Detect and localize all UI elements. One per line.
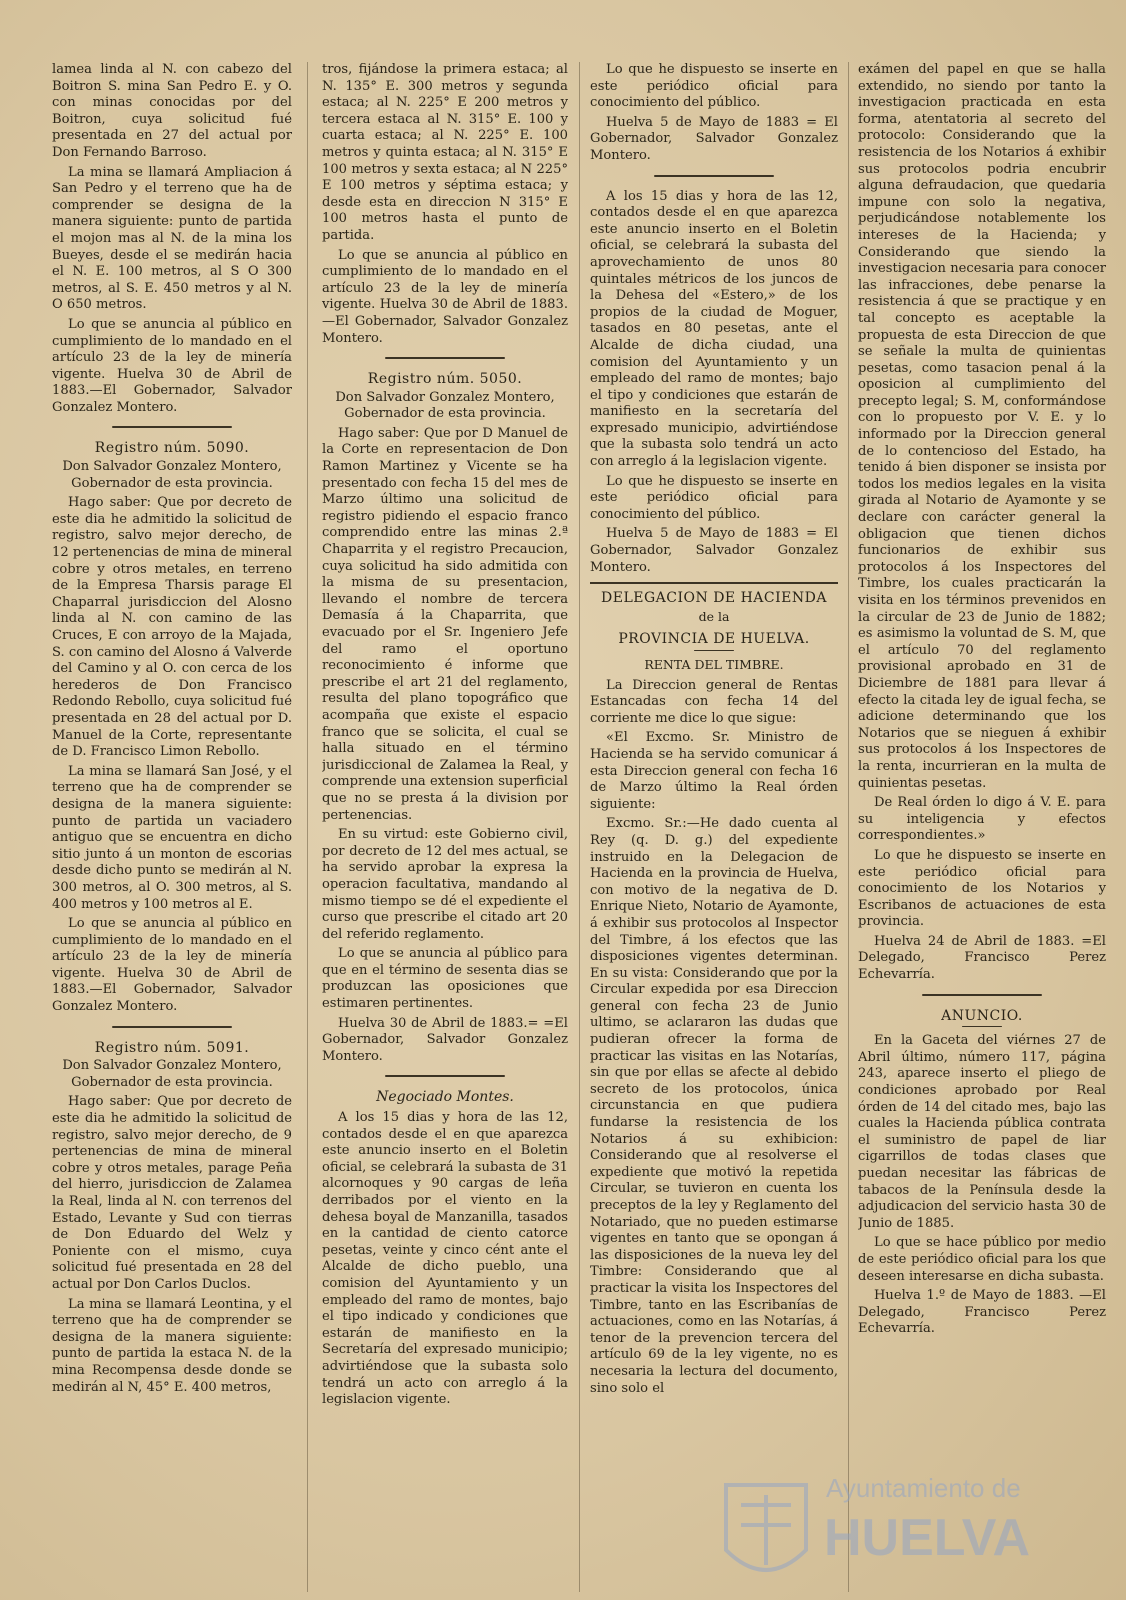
paragraph: Lo que he dispuesto se inserte en este periódico oficial para conocimiento del público. (590, 473, 838, 522)
paragraph: Lo que se anuncia al público en cumplimiento de lo mandado en el artículo 23 de la ley de minería vigente. Huelva 30 de Abril de 1883.—El Gobernador, Salvador Gonzalez Montero. (52, 916, 292, 1015)
paragraph: Lo que he dispuesto se inserte en este periódico oficial para conocimiento del público. (590, 62, 838, 111)
separator-rule (112, 426, 232, 428)
section-header: Don Salvador Gonzalez Montero, Gobernador de esta provincia. (335, 389, 555, 422)
section-subtitle: de la (698, 608, 730, 624)
column-divider (848, 62, 849, 1592)
watermark-line2: HUELVA (824, 1509, 1031, 1567)
paragraph: Huelva 1.º de Mayo de 1883. —El Delegado, Francisco Perez Echevarría. (858, 1288, 1106, 1337)
paragraph: De Real órden lo digo á V. E. para su inteligencia y efectos correspondientes.» (858, 795, 1106, 844)
paragraph: La mina se llamará San José, y el terreno que ha de comprender se designa de la manera siguiente: punto de partida un vaciadero antiguo que se encuentra en dicho sitio junto á un monton de escorias desde dicho punto se medirán al N. 300 metros, al O. 300 metros, al S. 400 metros y 100 metros al E. (52, 763, 292, 912)
paragraph: La mina se llamará Leontina, y el terreno que ha de comprender se designa de la manera siguiente: punto de partida la estaca N. de la mina Recompensa desde donde se medirán al N, 45° E. 400 metros, (52, 1296, 292, 1395)
section-divider (590, 582, 838, 584)
section-header: Don Salvador Gonzalez Montero, Gobernador de esta provincia. (62, 1058, 282, 1090)
paragraph: «El Excmo. Sr. Ministro de Hacienda se ha servido comunicar á esta Direccion general con fecha 16 de Marzo último la Real órden siguiente: (590, 730, 838, 812)
separator-rule (962, 1026, 1002, 1027)
shield-icon (726, 1485, 806, 1570)
separator-rule (112, 1026, 232, 1028)
section-title: Registro núm. 5050. (367, 371, 523, 388)
section-title: Registro núm. 5091. (94, 1039, 250, 1056)
column-divider (579, 62, 580, 1592)
ayuntamiento-huelva-watermark (716, 1455, 1096, 1595)
paragraph: Lo que se anuncia al público en cumplimiento de lo mandado en el artículo 23 de la ley de minería vigente. Huelva 30 de Abril de 1883.—El Gobernador, Salvador Gonzalez Montero. (322, 247, 568, 346)
column-2 (322, 62, 568, 1592)
column-divider (307, 62, 308, 1592)
section-title: ANUNCIO. (941, 1007, 1023, 1024)
separator-rule (654, 175, 774, 177)
separator-rule (385, 1075, 505, 1077)
column-3 (590, 62, 838, 1592)
watermark-line1: Ayuntamiento de (826, 1473, 1021, 1503)
paragraph: Excmo. Sr.:—He dado cuenta al Rey (q. D. g.) del expediente instruido en la Delegacion de Hacienda en la provincia de Huelva, con motivo de la negativa de D. Enrique Nieto, Notario de Ayamonte, á exhibir sus protocolos al Inspector del Timbre, á los efectos que las disposiciones vigentes determinan. En su vista: Considerando que por la Circular expedida por esa Direccion general con fecha 23 de Junio ultimo, se aclararon las dudas que pudieran ofrecer la forma de practicar las visitas en las Notarías, sin que por ellas se afecte al debido secreto de los protocolos, única circunstancia en que pudiera fundarse la resistencia de los Notarios á su exhibicion: Considerando que al resolverse el expediente que motivó la repetida Circular, se tuvieron en cuenta los preceptos de la ley y Reglamento del Notariado, que no pueden estimarse vigentes en tanto que se opongan á las disposiciones de la nueva ley del Timbre: Considerando que al practicar la visita los Inspectores del Timbre, tanto en las Escribanías de actuaciones, como en las Notarías, á tenor de la prevencion tercera del artículo 69 de la ley vigente, no es necesaria la lectura del documento, sino solo el (590, 816, 838, 1396)
section-header: Don Salvador Gonzalez Montero, Gobernador de esta provincia. (62, 459, 282, 491)
paragraph: Huelva 5 de Mayo de 1883 = El Gobernador, Salvador Gonzalez Montero. (590, 526, 838, 575)
paragraph: lamea linda al N. con cabezo del Boitron S. mina San Pedro E. y O. con minas conocidas por del Boitron, cuya solicitud fué presentada en 27 del actual por Don Fernando Barroso. (52, 62, 292, 160)
paragraph: La mina se llamará Ampliacion á San Pedro y el terreno que ha de comprender se designa de la manera siguiente: punto de partida el mojon mas al N. de la mina los Bueyes, desde el se medirán hacia el N. E. 100 metros, al S O 300 metros, al S. E. 450 metros y al N. O 650 metros. (52, 164, 292, 313)
paragraph: En la Gaceta del viérnes 27 de Abril último, número 117, página 243, aparece inserto el pliego de condiciones aprobado por Real órden de 14 del citado mes, bajo las cuales la Hacienda pública contrata el suministro de papel de liar cigarrillos de todas clases que puedan necesitar las fábricas de tabacos de la Península desde la adjudicacion del servicio hasta 30 de Junio de 1885. (858, 1033, 1106, 1231)
paragraph: La Direccion general de Rentas Estancadas con fecha 14 del corriente me dice lo que sigue: (590, 677, 838, 726)
paragraph: tros, fijándose la primera estaca; al N. 135° E. 300 metros y segunda estaca; al N. 225° E 200 metros y tercera estaca al N. 315° E. 100 y cuarta estaca; al N. 225° E. 100 metros y quinta estaca; al N. 315° E 100 metros y sexta estaca; al N 225° E 100 metros y séptima estaca; y desde esta en direccion N 315° E 100 metros hasta el punto de partida. (322, 62, 568, 243)
paragraph: Lo que se anuncia al público para que en el término de sesenta dias se produzcan las oposiciones que estimaren pertinentes. (322, 946, 568, 1012)
section-title: DELEGACION DE HACIENDA (601, 590, 827, 607)
paragraph: Hago saber: Que por D Manuel de la Corte en representacion de Don Ramon Martinez y Vicente se ha presentado con fecha 15 del mes de Marzo último una solicitud de registro pidiendo el espacio franco comprendido entre las minas 2.ª Chaparrita y el registro Precaucion, cuya solicitud ha sido admitida con la misma de su presentacion, llevando el nombre de tercera Demasía á la Chaparrita, que evacuado por el Sr. Ingeniero Jefe del ramo el oportuno reconocimiento é informe que prescribe el art 21 del reglamento, resulta del plano topográfico que acompaña que existe el espacio franco que se solicita, el cual se halla situado en el término jurisdiccional de Zalamea la Real, y comprende una extension superficial que no se presta á la division por pertenencias. (322, 425, 568, 823)
paragraph: Lo que se anuncia al público en cumplimiento de lo mandado en el artículo 23 de la ley de minería vigente. Huelva 30 de Abril de 1883.—El Gobernador, Salvador Gonzalez Montero. (52, 316, 292, 415)
paragraph: Lo que he dispuesto se inserte en este periódico oficial para conocimiento de los Notarios y Escribanos de actuaciones de esta provincia. (858, 847, 1106, 930)
section-title: Registro núm. 5090. (94, 440, 250, 457)
separator-rule (922, 994, 1042, 996)
paragraph: Hago saber: Que por decreto de este dia he admitido la solicitud de registro, salvo mejor derecho, de 9 pertenencias de mina de mineral cobre y otros metales, parage Peña del hierro, jurisdiccion de Zalamea la Real, linda al N. con terrenos del Estado, Levante y Sud con tierras de Don Eduardo del Welz y Poniente con el mismo, cuya solicitud fué presentada en 28 del actual por Don Carlos Duclos. (52, 1094, 292, 1292)
section-subtitle: RENTA DEL TIMBRE. (644, 657, 784, 672)
separator-rule (694, 650, 734, 651)
paragraph: exámen del papel en que se halla extendido, no siendo por tanto la investigacion practicada en esta forma, atentatoria al secreto del protocolo: Considerando que la resistencia de los Notarios á exhibir sus protocolos podria encubrir alguna defraudacion, que quedaria impune con solo la negativa, perjudicándose notablemente los intereses de la Hacienda; y Considerando que siendo la investigacion necesaria para conocer las infracciones, debe penarse la resistencia á que se practique y en tal concepto es aceptable la propuesta de esta Direccion de que se señale la multa de quinientas pesetas, como tasacion penal á la oposicion al cumplimiento del precepto legal; S. M, conformándose con lo propuesto por V. E. y lo informado por la Direccion general de lo contencioso del Estado, ha tenido á bien disponer se insista por todos los medios legales en la visita girada al Notario de Ayamonte y se declare con carácter general la obligacion que tienen dichos funcionarios de exhibir sus protocolos á los Inspectores del Timbre, los cuales practicarán la visita en los términos prevenidos en la circular de 23 de Junio de 1882; es asimismo la voluntad de S. M, que el artículo 70 del reglamento provisional aprobado en 31 de Diciembre de 1881 para llevar á efecto la citada ley de igual fecha, se adicione determinando que los Notarios que se nieguen á exhibir sus protocolos á los Inspectores de la renta, incurrieran en la multa de quinientas pesetas. (858, 62, 1106, 791)
paragraph: Lo que se hace público por medio de este periódico oficial para los que deseen interesarse en dicha subasta. (858, 1235, 1106, 1284)
separator-rule (385, 357, 505, 359)
column-1 (52, 62, 292, 1592)
paragraph: A los 15 dias y hora de las 12, contados desde el en que aparezca este anuncio inserto en el Boletin oficial, se celebrará la subasta de 31 alcornoques y 90 cargas de leña derribados por el viento en la dehesa boyal de Manzanilla, tasados en la cantidad de ciento catorce pesetas, veinte y cinco cént ante el Alcalde de dicho pueblo, una comision del Ayuntamiento y un empleado del ramo de montes, bajo el tipo indicado y condiciones que estarán de manifiesto en la Secretaría del expresado municipio; advirtiéndose que la subasta solo tendrá un acto con arreglo á la legislacion vigente. (322, 1110, 568, 1408)
column-4 (858, 62, 1106, 1592)
paragraph: A los 15 dias y hora de las 12, contados desde el en que aparezca este anuncio inserto en el Boletin oficial, se celebrará la subasta del aprovechamiento de unos 80 quintales métricos de los juncos de la Dehesa del «Estero,» de los propios de la ciudad de Moguer, tasados en 80 pesetas, ante el Alcalde de dicha ciudad, una comision del Ayuntamiento y un empleado del ramo de montes; bajo el tipo y condiciones que estarán de manifiesto en la secretaría del expresado municipio, advirtiéndose que la subasta solo tendrá un acto con arreglo á la legislacion vigente. (590, 188, 838, 470)
paragraph: Huelva 24 de Abril de 1883. =El Delegado, Francisco Perez Echevarría. (858, 933, 1106, 983)
section-subtitle: PROVINCIA DE HUELVA. (618, 631, 810, 648)
section-title: Negociado Montes. (376, 1089, 514, 1106)
paragraph: Hago saber: Que por decreto de este dia he admitido la solicitud de registro, salvo mejor derecho, de 12 pertenencias de mina de mineral cobre y otros metales, en terreno de la Empresa Tharsis parage El Chaparral jurisdiccion del Alosno linda al N. con camino de las Cruces, E con arroyo de la Majada, S. con camino del Alosno á Valverde del Camino y al O. con cerca de los herederos de Don Francisco Redondo Rebollo, cuya solicitud fué presentada en 28 del actual por D. Manuel de la Corte, representante de D. Francisco Limon Rebollo. (52, 495, 292, 760)
paragraph: En su virtud: este Gobierno civil, por decreto de 12 del mes actual, se ha servido aprobar la expresa la operacion facultativa, mandando al mismo tiempo se dé el expediente el curso que prescribe el citado art 20 del referido reglamento. (322, 827, 568, 942)
paragraph: Huelva 30 de Abril de 1883.= =El Gobernador, Salvador Gonzalez Montero. (322, 1015, 568, 1064)
paragraph: Huelva 5 de Mayo de 1883 = El Gobernador, Salvador Gonzalez Montero. (590, 114, 838, 163)
